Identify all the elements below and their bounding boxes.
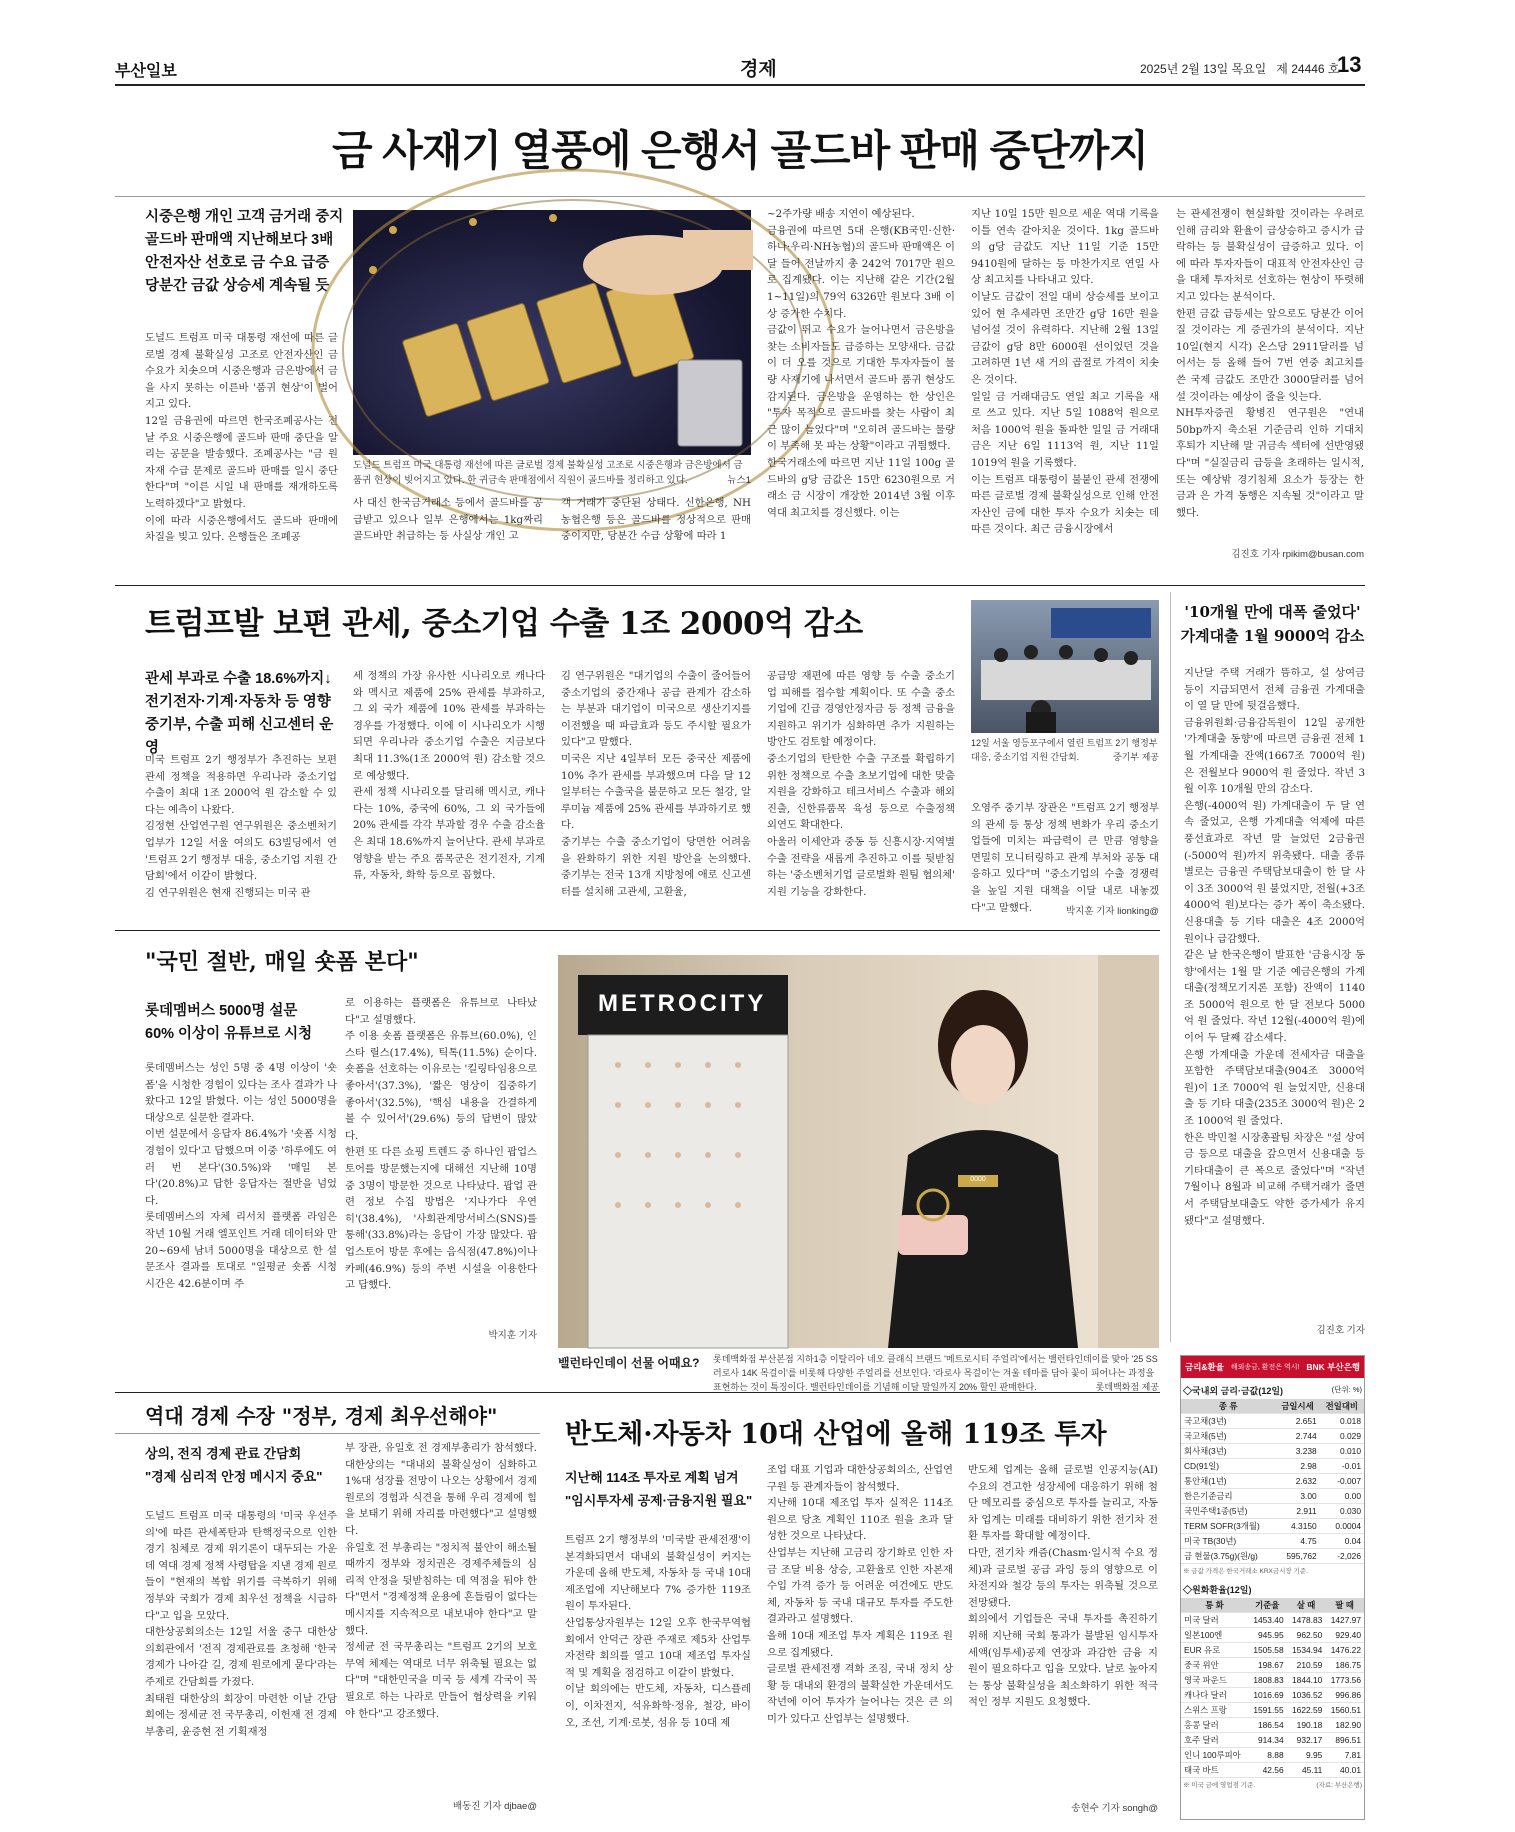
cell: 한은기준금리 bbox=[1181, 1489, 1275, 1504]
banner-brand: BNK 부산은행 bbox=[1306, 1362, 1360, 1372]
caption-credit: 중기부 제공 bbox=[1113, 752, 1159, 762]
caption-title: 밸런타인데이 선물 어때요? bbox=[558, 1356, 700, 1370]
cell: 4.75 bbox=[1275, 1534, 1319, 1549]
meeting-illustration bbox=[971, 600, 1159, 733]
rates-unit: (단위: %) bbox=[1331, 1385, 1362, 1394]
cell: 0.029 bbox=[1320, 1429, 1364, 1444]
cell: 2.651 bbox=[1275, 1414, 1319, 1429]
a1-col4: ~2주가량 배송 지연이 예상된다. 금융권에 따르면 5대 은행(KB국민·신한·하나·우리·NH농협)의 골드바 판매액은 이달 들어 전날까지 총 242억 7017만 원으로 집계됐다. 이는 지난해 같은 기간(2월 1~11일)의 79억 6326만 원보다 3배 이상 증가한 수치다. 금값이 뛰고 수요가 늘어나면서 금은방을 찾는 소비자들도 급증하는 모양새다. 금값이 더 오를 것으로 기대한 투자자들이 물량 사재기에 나서면서 골드바 품귀 현상도 감지된다. 금은방을 운영하는 한 상인은 "투자 목적으로 골드바를 찾는 사람이 최근 많이 늘었다"며 "오히려 골드바는 물량이 부족해 못 파는 상황"이라고 귀띔했다. 한국거래소에 따르면 지난 11일 100g 골드바의 g당 금값은 15만 6230원으로 거래소 금 시장이 개장한 2014년 3월 이후 역대 최고치를 경신했다. 이는 bbox=[767, 208, 955, 519]
a3-left-rule bbox=[1170, 592, 1171, 1342]
cell: 2.744 bbox=[1275, 1429, 1319, 1444]
gold-bars-illustration bbox=[353, 210, 751, 455]
col-header: 전일대비 bbox=[1320, 1399, 1364, 1414]
a1-col5: 지난 10일 15만 원으로 세운 역대 기록을 이틀 연속 갈아치운 것이다. 1kg 골드바의 g당 금값도 지난 11일 기준 15만 9410원에 달하는 등 마찬가지로 연일 사상 최고치를 나타내고 있다. 이날도 금값이 전일 대비 상승세를 보이고 있어 현 추세라면 조만간 g당 16만 원을 넘어설 것이 유력하다. 지난해 2월 13일 금값이 g당 8만 6000원 선이었던 것을 고려하면 1년 새 거의 곱절로 가격이 치솟은 것이다. 일일 금 거래대금도 연일 최고 기록을 새로 쓰고 있다. 지난 5일 1088억 원으로 처음 1000억 원을 돌파한 일일 금 거래대금은 지난 6일 1113억 원, 지난 11일 1019억 원을 기록했다. 이는 트럼프 대통령이 불붙인 관세 전쟁에 따른 글로벌 경제 불확실성으로 인해 안전자산인 금에 대한 투자 수요가 치솟는 데 따른 것이다. 최근 금융시장에서 bbox=[971, 208, 1159, 536]
cell: -0.01 bbox=[1320, 1459, 1364, 1474]
col-header: 종 류 bbox=[1181, 1399, 1275, 1414]
a6-col1: 트럼프 2기 행정부의 '미국발 관세전쟁'이 본격화되면서 대내외 불확실성이 커지는 가운데 올해 반도체, 자동차 등 국내 10대 제조업에 지난해보다 7% 증가한 119조 원이 투자된다. 산업통상자원부는 12일 오후 한국무역협회에서 안덕근 장관 주재로 제5차 산업투자전략 회의를 열고 10대 제조업 투자실적 및 계획을 점검하고 이같이 밝혔다. 이날 회의에는 반도체, 자동차, 디스플레이, 이차전지, 석유화학·정유, 철강, 바이오, 조선, 기계·로봇, 섬유 등 10대 제 bbox=[565, 1534, 751, 1729]
cell: 인니 100루피아 bbox=[1181, 1748, 1248, 1763]
fx-notes bbox=[1181, 1778, 1364, 1791]
cell: 962.50 bbox=[1287, 1628, 1326, 1643]
subhead: 안전자산 선호로 금 수요 급증 bbox=[145, 255, 330, 271]
cell: 중국 위안 bbox=[1181, 1658, 1248, 1673]
cell: EUR 유로 bbox=[1181, 1643, 1248, 1658]
table-row bbox=[1181, 1474, 1364, 1489]
article1-subheads bbox=[145, 206, 345, 298]
article1-headline: 금 사재기 열풍에 은행서 골드바 판매 중단까지 bbox=[332, 127, 1148, 174]
cell: 1808.83 bbox=[1248, 1673, 1287, 1688]
fx-title: ◇원화환율(12일) bbox=[1183, 1585, 1252, 1595]
gold-photo-caption bbox=[353, 458, 751, 488]
cell: 996.86 bbox=[1325, 1688, 1364, 1703]
caption-text: 12일 서울 영등포구에서 열린 트럼프 2기 행정부 대응, 중소기업 지원 간담회. bbox=[971, 738, 1158, 762]
cell: 914.34 bbox=[1248, 1733, 1287, 1748]
a6-col2: 조업 대표 기업과 대한상공회의소, 산업연구원 등 관계자들이 참석했다. 지난해 10대 제조업 투자 실적은 114조 원으로 당초 계획인 110조 원을 초과 달성한 것으로 나타났다. 산업부는 지난해 고금리 장기화로 인한 자금 조달 비용 상승, 고환율로 인한 자본재 수입 가격 증가 등 어려운 여건에도 반도체, 자동차 등 국내 대규모 투자를 주도한 결과라고 설명했다. 올해 10대 제조업 투자 계획은 119조 원으로 집계됐다. 글로벌 관세전쟁 격화 조짐, 국내 정치 상황 등 대내외 환경의 불확실한 가운데서도 작년에 이어 투자가 늘어나는 것은 큰 의미가 있다고 산업부는 설명했다. bbox=[767, 1464, 953, 1725]
cell: CD(91일) bbox=[1181, 1459, 1275, 1474]
cell: 1476.22 bbox=[1325, 1643, 1364, 1658]
table-row bbox=[1181, 1703, 1364, 1718]
table-row bbox=[1181, 1549, 1364, 1564]
cell: 1427.97 bbox=[1325, 1613, 1364, 1628]
table-row bbox=[1181, 1519, 1364, 1534]
col-header: 기준율 bbox=[1248, 1598, 1287, 1613]
cell: 45.11 bbox=[1287, 1763, 1326, 1778]
cell: 1036.52 bbox=[1287, 1688, 1326, 1703]
rates-note: ※ 금값 가격은 한국거래소 KRX금시장 기준. bbox=[1183, 1568, 1308, 1575]
a2-byline: 박지훈 기자 lionking@ bbox=[1065, 906, 1159, 917]
cell: 0.00 bbox=[1320, 1489, 1364, 1504]
table-row bbox=[1181, 1763, 1364, 1778]
cell: 1016.69 bbox=[1248, 1688, 1287, 1703]
cell: 0.0004 bbox=[1320, 1519, 1364, 1534]
caption-credit: 롯데백화점 제공 bbox=[1095, 1382, 1159, 1392]
a2-col5: 오영주 중기부 장관은 "트럼프 2기 행정부의 관세 등 통상 정책 변화가 우리 중소기업들에 미치는 파급력이 큰 만큼 영향을 면밀히 모니터링하고 관계 부처와 공동 대응하고 있다"며 "중소기업의 수출 경쟁력을 높일 지원 대책을 이달 내로 내놓겠다"고 말했다. bbox=[971, 802, 1159, 914]
table-row bbox=[1181, 1673, 1364, 1688]
cell: 금 현물(3.75g)(원/g) bbox=[1181, 1549, 1275, 1564]
a1-col2: 사 대신 한국금거래소 등에서 골드바를 공급받고 있으나 일부 은행에서는 1kg짜리 골드바만 취급하는 등 사실상 개인 고 bbox=[353, 497, 543, 543]
caption-text bbox=[713, 1352, 1159, 1394]
cell: 2.98 bbox=[1275, 1459, 1319, 1474]
cell: 896.51 bbox=[1325, 1733, 1364, 1748]
a5-byline: 배동진 기자 djbae@ bbox=[452, 1801, 537, 1812]
a6-byline: 송현수 기자 songh@ bbox=[1071, 1803, 1158, 1814]
rates-banner bbox=[1181, 1356, 1364, 1378]
issue-date bbox=[1140, 60, 1340, 77]
cell: 932.17 bbox=[1287, 1733, 1326, 1748]
cell: 1773.56 bbox=[1325, 1673, 1364, 1688]
a5-title-rule bbox=[115, 1433, 540, 1434]
subhead: 시중은행 개인 고객 금거래 중지 bbox=[145, 209, 344, 225]
caption-credit: 뉴스1 bbox=[727, 475, 751, 486]
a4-byline: 박지훈 기자 bbox=[488, 1330, 537, 1341]
table-row bbox=[1181, 1718, 1364, 1733]
col-header: 통 화 bbox=[1181, 1598, 1248, 1613]
name-badge: 0000 bbox=[970, 1176, 986, 1183]
cell: 186.75 bbox=[1325, 1658, 1364, 1673]
cell: 8.88 bbox=[1248, 1748, 1287, 1763]
cell: 홍콩 달러 bbox=[1181, 1718, 1248, 1733]
subhead: 지난해 114조 투자로 계획 넘겨 bbox=[565, 1470, 739, 1485]
subhead: 중기부, 수출 피해 신고센터 운영 bbox=[145, 717, 334, 756]
cell: 0.04 bbox=[1320, 1534, 1364, 1549]
meeting-photo-caption bbox=[971, 736, 1159, 764]
a3-body: 지난달 주택 거래가 뜸하고, 설 상여금 등이 지급되면서 전체 금융권 가계대출이 열 달 만에 뒷걸음했다. 금융위원회·금융감독원이 12일 공개한 '가계대출 동향'에 따르면 금융권 전체 1월 가계대출 잔액(1667조 7000억 원)은 전월보다 9000억 원 줄었다. 작년 3월 이후 10개월 만의 감소다. 은행(-4000억 원) 가계대출이 두 달 연속 줄었고, 은행 가계대출 억제에 따른 풍선효과로 작년 말 늘었던 2금융권(-5000억 원)까지 위축됐다. 대출 종류별로는 금융권 주택담보대출이 한 달 사이 3조 3000억 원 불었지만, 전월(+3조 4000억 원)보다는 증가 폭이 축소됐다. 신용대출 등 기타 대출은 4조 2000억 원이나 급감했다. 같은 날 한국은행이 발표한 '금융시장 동향'에서는 1월 말 기준 예금은행의 가계대출(정책모기지론 포함) 잔액이 1140조 5000억 원으로 한 달 전보다 5000억 원 줄었다. 작년 12월(-4000억 원)에 이어 두 달째 감소세다. 은행 가계대출 가운데 전세자금 대출을 포함한 주택담보대출(904조 3000억 원)이 1조 7000억 원 늘었지만, 신용대출 등 기타 대출(235조 3000억 원)은 2조 1000억 원 줄었다. 한은 박민철 시장총괄팀 차장은 "설 상여금 등으로 대출을 갚으면서 신용대출 등 기타대출이 큰 폭으로 줄었다"며 "작년 7월이나 8월과 비교해 주택거래가 줄면서 주택담보대출도 약한 증가세가 유지됐다"고 설명했다. bbox=[1184, 667, 1366, 1227]
col-header: 살 때 bbox=[1287, 1598, 1326, 1613]
cell: TERM SOFR(3개월) bbox=[1181, 1519, 1275, 1534]
subhead: 60% 이상이 유튜브로 시청 bbox=[145, 1026, 313, 1042]
table-row bbox=[1181, 1444, 1364, 1459]
cell: 3.238 bbox=[1275, 1444, 1319, 1459]
cell: 국고채(5년) bbox=[1181, 1429, 1275, 1444]
cell: 국민주택1종(5년) bbox=[1181, 1504, 1275, 1519]
subhead: 당분간 금값 상승세 계속될 듯 bbox=[145, 278, 330, 294]
article6-subheads bbox=[565, 1466, 765, 1512]
cell: 40.01 bbox=[1325, 1763, 1364, 1778]
cell: 3.00 bbox=[1275, 1489, 1319, 1504]
cell: 1844.10 bbox=[1287, 1673, 1326, 1688]
meeting-photo bbox=[971, 600, 1159, 733]
cell: 210.59 bbox=[1287, 1658, 1326, 1673]
article5-subheads bbox=[145, 1442, 345, 1488]
article4-subheads bbox=[145, 1000, 345, 1046]
table-row bbox=[1181, 1613, 1364, 1628]
cell: 태국 바트 bbox=[1181, 1763, 1248, 1778]
header-rule bbox=[115, 84, 1365, 86]
cell: 캐나다 달러 bbox=[1181, 1688, 1248, 1703]
cell: 0.010 bbox=[1320, 1444, 1364, 1459]
col-header: 금일시세 bbox=[1275, 1399, 1319, 1414]
metrocity-sign: METROCITY bbox=[598, 990, 767, 1017]
cell: 2.632 bbox=[1275, 1474, 1319, 1489]
a6-col3: 반도체 업계는 올해 글로벌 인공지능(AI) 수요의 견고한 성장세에 대응하기 위해 첨단 메모리를 중심으로 투자를 늘리고, 자동차 업계는 미래를 대비하기 위한 전기차 전환 투자를 확대할 예정이다. 다만, 전기차 캐즘(Chasm·일시적 수요 정체)과 글로벌 공급 과잉 등의 영향으로 이차전지와 철강 등의 투자는 위축될 것으로 전망됐다. 회의에서 기업들은 국내 투자를 촉진하기 위해 지난해 국회 통과가 불발된 임시투자세액(임투세)공제 연장과 과감한 금융 지원이 필요하다고 입을 모았다. 날로 높아지는 통상 불확실성을 최소화하기 위한 적극적인 정부 지원도 요청했다. bbox=[968, 1464, 1158, 1709]
cell: 1560.51 bbox=[1325, 1703, 1364, 1718]
rates-title: ◇국내외 금리·금값(12일) bbox=[1183, 1386, 1284, 1396]
a1-col3: 객 거래가 중단된 상태다. 신한은행, NH농협은행 등은 골드바를 정상적으로 판매 중이지만, 당분간 수급 상황에 따라 1 bbox=[561, 497, 751, 543]
subhead: "임시투자세 공제·금융지원 필요" bbox=[565, 1493, 753, 1508]
article5-headline: 역대 경제 수장 "정부, 경제 최우선해야" bbox=[145, 1404, 498, 1428]
cell: 통안채(1년) bbox=[1181, 1474, 1275, 1489]
article6-headline: 반도체·자동차 10대 산업에 올해 119조 투자 bbox=[565, 1419, 1107, 1450]
subhead: 롯데멤버스 5000명 설문 bbox=[145, 1003, 298, 1019]
rates-table bbox=[1181, 1399, 1364, 1564]
cell: 1591.55 bbox=[1248, 1703, 1287, 1718]
cell: 7.81 bbox=[1325, 1748, 1364, 1763]
article2-headline: 트럼프발 보편 관세, 중소기업 수출 1조 2000억 감소 bbox=[145, 606, 863, 642]
cell: 945.95 bbox=[1248, 1628, 1287, 1643]
banner-mid: 해외송금, 환전은 역시! bbox=[1230, 1364, 1300, 1371]
table-row bbox=[1181, 1688, 1364, 1703]
a4-bottom-rule bbox=[115, 1392, 1160, 1393]
cell: -0.007 bbox=[1320, 1474, 1364, 1489]
cell: 595,762 bbox=[1275, 1549, 1319, 1564]
a3-byline: 김진호 기자 bbox=[1316, 1325, 1365, 1336]
subhead: 상의, 전직 경제 관료 간담회 bbox=[145, 1446, 302, 1461]
a1-byline: 김진호 기자 rpikim@busan.com bbox=[1231, 549, 1364, 560]
table-row bbox=[1181, 1643, 1364, 1658]
a1-col6: 는 관세전쟁이 현실화할 것이라는 우려로 인해 금리와 환율이 급상승하고 증시가 급락하는 등 불확실성이 급증하고 있다. 이에 따라 투자자들이 대표적 안전자산인 금을 대체 투자처로 선호하는 현상이 뚜렷해지고 있다는 분석이다. 한편 금값 급등세는 앞으로도 당분간 이어질 것이라는 게 증권가의 분석이다. 지난 10일(현지 시각) 온스당 2911달러를 넘어서는 등 올해 들어 7번 연중 최고치를 쓴 국제 금값도 조만간 3000달러를 넘어설 것이라는 예상이 줄을 잇는다. NH투자증권 황병진 연구원은 "연내 50bp까지 축소된 기준금리 인하 기대치 후퇴가 지난해 말 귀금속 섹터에 선반영됐다"며 "실질금리 급등을 초래하는 일시적, 또는 예상밖 경기침체 요소가 등장는 한 금과 은 가격 동행은 지속될 것"이라고 말했다. bbox=[1176, 208, 1364, 519]
headline-line: 가계대출 1월 9000억 감소 bbox=[1180, 627, 1365, 645]
rates-title-row bbox=[1181, 1378, 1364, 1399]
cell: 1505.58 bbox=[1248, 1643, 1287, 1658]
cell: 미국 달러 bbox=[1181, 1613, 1248, 1628]
table-row bbox=[1181, 1733, 1364, 1748]
cell: 198.67 bbox=[1248, 1658, 1287, 1673]
cell: 929.40 bbox=[1325, 1628, 1364, 1643]
col-header: 팔 때 bbox=[1325, 1598, 1364, 1613]
cell: -2,026 bbox=[1320, 1549, 1364, 1564]
a4-col2: 로 이용하는 플랫폼은 유튜브로 나타났다"고 설명했다. 주 이용 숏폼 플랫폼은 유튜브(60.0%), 인스타 릴스(17.4%), 틱톡(11.5%) 순이다. 숏폼을 선호하는 이유로는 '킬링타임용으로 좋아서'(37.3%), '짧은 영상이 집중하기 좋아서'(32.5%), '핵심 내용을 간결하게 볼 수 있어서'(29.6%) 등의 답변이 많았다. 한편 또 다른 쇼핑 트렌드 중 하나인 팝업스토어를 방문했는지에 대해선 지난해 10명 중 3명이 방문한 것으로 나타났다. 팝업 관련 정보 수집 방법은 '지나가다 우연히'(38.4%), '사회관계망서비스(SNS)를 통해'(33.8%)라는 응답이 가장 많았다. 팝업스토어 방문 후에는 음식점(47.8%)이나 카페(46.9%) 등의 주변 시설을 이용한다고 답했다. bbox=[345, 997, 538, 1292]
subhead: 전기전자·기계·자동차 등 영향 bbox=[145, 694, 331, 710]
cell: 0.018 bbox=[1320, 1414, 1364, 1429]
table-row bbox=[1181, 1658, 1364, 1673]
table-row bbox=[1181, 1429, 1364, 1444]
cell: 일본100엔 bbox=[1181, 1628, 1248, 1643]
metrocity-caption bbox=[558, 1352, 1159, 1394]
cell: 42.56 bbox=[1248, 1763, 1287, 1778]
cell: 회사채(3년) bbox=[1181, 1444, 1275, 1459]
cell: 0.030 bbox=[1320, 1504, 1364, 1519]
a1-col1: 도널드 트럼프 미국 대통령 재선에 따른 글로벌 경제 불확실성 고조로 안전자산인 금 수요가 치솟으며 시중은행과 금은방에서 금을 사지 못하는 이른바 '품귀 현상'이 벌어지고 있다. 12일 금융권에 따르면 한국조폐공사는 전날 주요 시중은행에 골드바 판매 중단을 알리는 공문을 발송했다. 조폐공사는 "금 원자재 수급 문제로 골드바 판매를 일시 중단한다"며 "이른 시일 내 판매를 재개하도록 노력하겠다"고 밝혔다. 이에 따라 시중은행에서도 골드바 판매에 차질을 빚고 있다. 은행들은 조폐공 bbox=[145, 332, 338, 544]
cell: 호주 달러 bbox=[1181, 1733, 1248, 1748]
article4-headline: "국민 절반, 매일 숏폼 본다" bbox=[145, 949, 419, 975]
a2-col4: 공급망 재편에 따른 영향 등 수출 중소기업 피해를 접수할 계획이다. 또 수출 중소기업에 긴급 경영안정자금 등 정책 금융을 지원하고 위기가 심화하면 추가 지원하는 방안도 검토할 예정이다. 중소기업의 탄탄한 수출 구조를 확립하기 위한 정책으로 수출 초보기업에 대한 맞춤지원을 강화하고 테크서비스 수출과 해외진출, 신한류품목 육성 등으로 수출정책 외연도 확대한다. 아울러 이세안과 중동 등 신흥시장·지역별 수출 전략을 새롭게 추진하고 이를 뒷받침하는 '중소벤처기업 글로벌화 원팀 협의체' 지원 기능을 강화한다. bbox=[767, 670, 955, 898]
table-row bbox=[1181, 1534, 1364, 1549]
table-row bbox=[1181, 1459, 1364, 1474]
table-row bbox=[1181, 1628, 1364, 1643]
cell: 190.18 bbox=[1287, 1718, 1326, 1733]
cell: 182.90 bbox=[1325, 1718, 1364, 1733]
subhead: 관세 부과로 수출 18.6%까지↓ bbox=[145, 671, 332, 687]
cell: 9.95 bbox=[1287, 1748, 1326, 1763]
cell: 스위스 프랑 bbox=[1181, 1703, 1248, 1718]
a5-col2: 부 장관, 유일호 전 경제부총리가 참석했다. 대한상의는 "대내외 불확실성이 심화하고 1%대 성장률 전망이 나오는 상황에서 경제 원로의 경험과 식견을 통해 우리 경제에 힘을 보태기 위해 자리를 마련했다"고 설명했다. 유일호 전 부총리는 "정치적 불안이 해소될 때까지 정부와 정치권은 경제주체들의 심리적 안정을 뒷받침하는 데 역점을 둬야 한다"면서 "경제정책 운용에 흔들림이 없다는 메시지를 지속적으로 내보내야 한다"고 말했다. 정세균 전 국무총리는 "트럼프 2기의 보호무역 체제는 역대로 너무 위축될 필요는 없다"며 "대한민국을 미국 등 세계 각국이 꼭 필요로 하는 나라로 만들어 협상력을 키워야 한다"고 강조했다. bbox=[345, 1442, 538, 1720]
date: 2025년 2월 13일 목요일 bbox=[1140, 62, 1267, 76]
a5-col1: 도널드 트럼프 미국 대통령의 '미국 우선주의'에 따른 관세폭탄과 탄핵정국으로 인한 경기 침체로 경제 위기론이 대두되는 가운데 역대 경제 정책 사령탑을 지낸 경제 원로들이 "현재의 복합 위기를 극복하기 위해 정부와 국회가 경제 최우선 정책을 시급하다"고 입을 모았다. 대한상공회의소는 12일 서울 중구 대한상의회관에서 '전직 경제관료를 초청해 '한국경제가 나아갈 길, 경제 원로에게 묻다'라는 주제로 간담회를 가졌다. 최태원 대한상의 회장이 마련한 이날 간담회에는 정세균 전 국무총리, 이헌재 전 경제부총리, 윤증현 전 기획재정 bbox=[145, 1510, 338, 1738]
cell: 1478.83 bbox=[1287, 1613, 1326, 1628]
a2-col1: 미국 트럼프 2기 행정부가 추진하는 보편 관세 정책을 적용하면 우리나라 중소기업 수출이 최대 1조 2000억 원 감소할 수 있다는 예측이 나왔다. 김정현 산업연구원 연구위원은 중소벤처기업부가 12일 서울 여의도 63빌딩에서 연 '트럼프 2기 행정부 대응, 중소기업 지원 간담회'에서 이같이 밝혔다. 김 연구위원은 현재 진행되는 미국 관 bbox=[145, 754, 337, 899]
cell: 1453.40 bbox=[1248, 1613, 1287, 1628]
cell: 미국 TB(30년) bbox=[1181, 1534, 1275, 1549]
cell: 국고채(3년) bbox=[1181, 1414, 1275, 1429]
section-name: 경제 bbox=[740, 59, 777, 80]
fx-note: ※ 미국 금에 영업점 기준. bbox=[1183, 1782, 1256, 1789]
a1-bottom-rule bbox=[115, 585, 1365, 586]
caption-body: 롯데백화점 부산본점 지하1층 이탈리아 네오 클래식 브랜드 '메트로시티 주얼리'에서는 밸런타인데이를 맞아 '25 SS 러로사 14K 목걸이'를 비롯해 다양한 주얼리를 선보인다. '라로사 목걸이'는 겨울 테마를 담아 꽃이 피어나는 과정을 표현하는 것이 특징이다. 밸런타인데이를 기념해 이달 말일까지 20% 할인 판매한다. bbox=[713, 1354, 1158, 1392]
article3-headline bbox=[1180, 600, 1365, 648]
banner-left: 금리&환율 bbox=[1185, 1362, 1224, 1372]
masthead-paper: 부산일보 bbox=[115, 63, 177, 80]
cell: 1622.59 bbox=[1287, 1703, 1326, 1718]
gold-bar-photo bbox=[353, 210, 751, 455]
table-row bbox=[1181, 1489, 1364, 1504]
headline-line: '10개월 만에 대폭 줄었다' bbox=[1184, 603, 1361, 621]
table-row bbox=[1181, 1414, 1364, 1429]
a2-col3: 김 연구위원은 "대기업의 수출이 줄어들어 중소기업의 중간재나 공급 관계가 감소하는 부분과 대기업이 미국으로 생산기지를 이전했을 때 파급효과 등도 주시할 필요가 있다"고 말했다. 미국은 지난 4일부터 모든 중국산 제품에 10% 추가 관세를 부과했으며 다음 달 12일부터는 수출국을 불문하고 모든 철강, 알루미늄 제품에 25% 관세를 부과하기로 했다. 중기부는 수출 중소기업이 당면한 어려움을 완화하기 위한 지원 방안을 논의했다. 중기부는 전국 13개 지방청에 애로 신고센터를 설치해 고관세, 고환율, bbox=[561, 670, 751, 898]
cell: 2.911 bbox=[1275, 1504, 1319, 1519]
page-number: 13 bbox=[1337, 52, 1362, 77]
caption-text: 도널드 트럼프 미국 대통령 재선에 따른 글로벌 경제 불확실성 고조로 시중은행과 금은방에서 금 품귀 현상이 빚어지고 있다. 한 귀금속 판매점에서 직원이 골드바를 정리하고 있다. bbox=[353, 460, 743, 486]
a2-bottom-rule bbox=[115, 930, 1160, 931]
table-row bbox=[1181, 1748, 1364, 1763]
fx-source: (자료: 부산은행) bbox=[1316, 1782, 1362, 1789]
cell: 영국 파운드 bbox=[1181, 1673, 1248, 1688]
cell: 4.3150 bbox=[1275, 1519, 1319, 1534]
a1-top-rule bbox=[115, 196, 1365, 197]
metrocity-photo bbox=[558, 955, 1159, 1348]
a4-col1: 롯데멤버스는 성인 5명 중 4명 이상이 '숏폼'을 시청한 경험이 있다는 조사 결과가 나왔다고 12일 밝혔다. 이는 성인 5000명을 대상으로 실문한 결과다. 이번 설문에서 응답자 86.4%가 '숏폼 시청 경험이 있다'고 답했으며 이중 '하루에도 여러 번 본다'(30.5%)와 '매일 본다'(20.8%)고 답한 응답자는 절반을 넘었다. 롯데멤버스의 자체 리서치 플랫폼 라임은 작년 10월 거래 엘포인트 거래 데이터와 만 20~69세 남녀 5000명을 대상으로 한 설문조사 결과를 토대로 "일평균 숏폼 시청 시간은 42.6분이며 주 bbox=[145, 1062, 337, 1290]
rates-box bbox=[1180, 1355, 1365, 1820]
cell: 186.54 bbox=[1248, 1718, 1287, 1733]
issue-number: 제 24446 호 bbox=[1276, 62, 1340, 76]
fx-table bbox=[1181, 1598, 1364, 1778]
a2-col2: 세 정책의 가장 유사한 시나리오로 캐나다와 멕시코 제품에 25% 관세를 부과하고, 그 외 국가 제품에 10% 관세를 부과하는 경우를 가정했다. 이에 이 시나리오가 시행되면 우리나라 중소기업 수출은 지금보다 최대 11.3%(1조 2000억 원) 감소할 것으로 예상했다. 관세 정책 시나리오를 달리해 멕시코, 캐나다는 10%, 중국에 60%, 그 외 국가들에 20% 관세를 각각 부과할 경우 수출 감소율은 최대 18.6%까지 늘어난다. 관세 부과로 영향을 받는 주요 품목군은 전기전자, 기계류, 자동차, 화학 등으로 꼽혔다. bbox=[353, 670, 545, 882]
subhead: "경제 심리적 안정 메시지 중요" bbox=[145, 1469, 323, 1484]
article2-subheads bbox=[145, 668, 340, 760]
cell: 1534.94 bbox=[1287, 1643, 1326, 1658]
subhead: 골드바 판매액 지난해보다 3배 bbox=[145, 232, 334, 248]
table-row bbox=[1181, 1504, 1364, 1519]
